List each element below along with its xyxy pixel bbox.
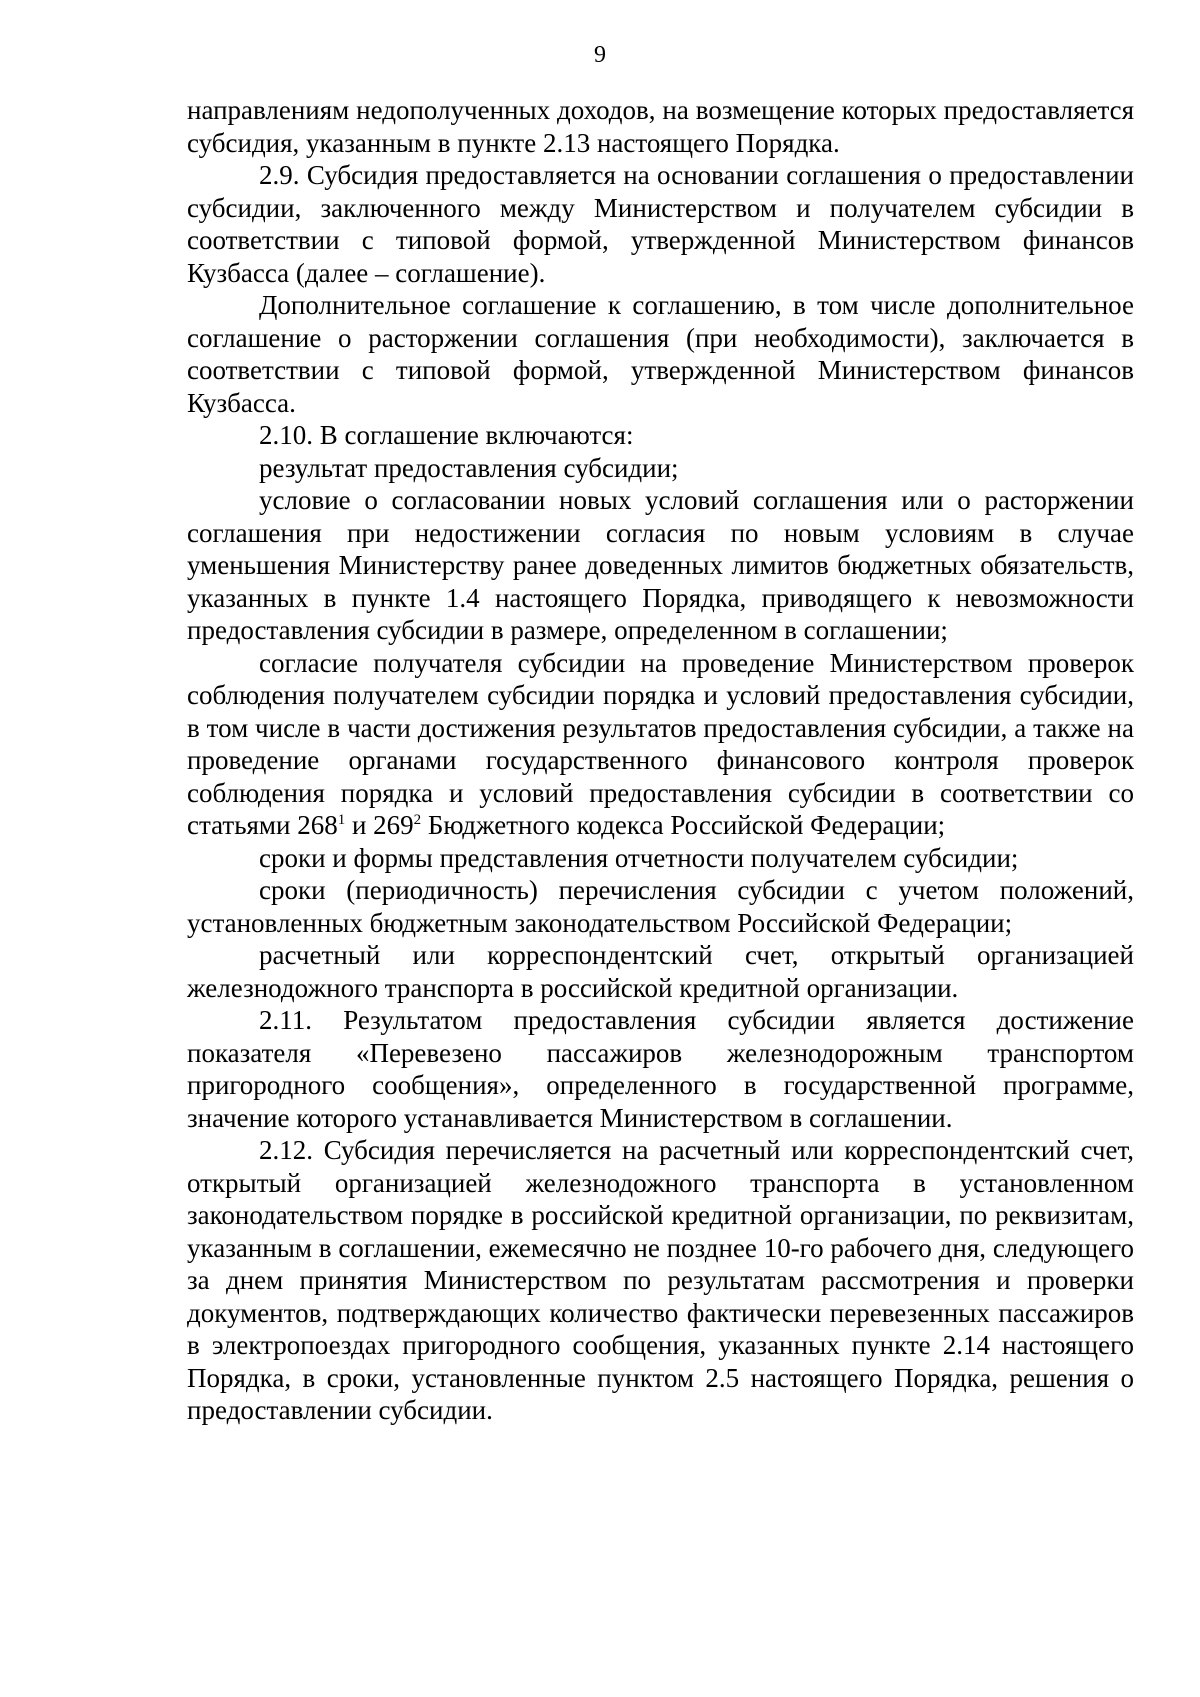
audit-text-part2: и 269 xyxy=(345,810,414,840)
paragraph-2-10: 2.10. В соглашение включаются: xyxy=(259,420,634,450)
paragraph-2-9: 2.9. Субсидия предоставляется на основании соглашения о предоставлении субсидии, заключенного между Министерством и получателем субсидии в соответствии с типовой формой, утвержденной Министерством финансов Кузбасса (далее – соглашение). xyxy=(187,160,1134,288)
paragraph-result-item: результат предоставления субсидии; xyxy=(259,452,679,483)
article-268-superscript: 1 xyxy=(337,812,346,828)
paragraph-audit-consent xyxy=(187,647,1134,842)
audit-text-part1: согласие получателя субсидии на проведение Министерством проверок соблюдения получателем субсидии порядка и условий предоставления субсидии, в том числе в части достижения результатов предоставления субсидии, а также на проведение органами государственного финансового контроля проверок соблюдения порядка и условий предоставления субсидии в соответствии со статьями 268 xyxy=(187,647,1134,840)
paragraph-account-item: расчетный или корреспондентский счет, открытый организацией железнодожного транспорта в российской кредитной организации. xyxy=(187,940,1134,1003)
paragraph-2-11: 2.11. Результатом предоставления субсидии является достижение показателя «Перевезено пассажиров железнодорожным транспортом пригородного сообщения», определенного в государственной программе, значение которого устанавливается Министерством в соглашении. xyxy=(187,1005,1134,1133)
paragraph-2-12: 2.12. Субсидия перечисляется на расчетный или корреспондентский счет, открытый организацией железнодожного транспорта в установленном законодательством порядке в российской кредитной организации, по реквизитам, указанным в соглашении, ежемесячно не позднее 10-го рабочего дня, следующего за днем принятия Министерством по результатам рассмотрения и проверки документов, подтверждающих количество фактически перевезенных пассажиров в электропоездах пригородного сообщения, указанных пункте 2.14 настоящего Порядка, в сроки, установленные пунктом 2.5 настоящего Порядка, решения о предоставлении субсидии. xyxy=(187,1135,1134,1425)
document-body xyxy=(187,94,1134,1427)
page-number: 9 xyxy=(594,42,606,68)
article-269-superscript: 2 xyxy=(413,812,422,828)
audit-text-part3: Бюджетного кодекса Российской Федерации; xyxy=(421,810,946,840)
paragraph-reporting-item: сроки и формы представления отчетности получателем субсидии; xyxy=(259,842,1019,873)
paragraph-condition-item: условие о согласовании новых условий соглашения или о расторжении соглашения при недостижении согласия по новым условиям в случае уменьшения Министерству ранее доведенных лимитов бюджетных обязательств, указанных в пункте 1.4 настоящего Порядка, приводящего к невозможности предоставления субсидии в размере, определенном в соглашении; xyxy=(187,485,1134,645)
paragraph-continuation: направлениям недополученных доходов, на возмещение которых предоставляется субсидия, указанным в пункте 2.13 настоящего Порядка. xyxy=(187,95,1134,158)
paragraph-transfer-timing-item: сроки (периодичность) перечисления субсидии с учетом положений, установленных бюджетным законодательством Российской Федерации; xyxy=(187,875,1134,938)
paragraph-additional-agreement: Дополнительное соглашение к соглашению, в том числе дополнительное соглашение о расторжении соглашения (при необходимости), заключается в соответствии с типовой формой, утвержденной Министерством финансов Кузбасса. xyxy=(187,290,1134,418)
